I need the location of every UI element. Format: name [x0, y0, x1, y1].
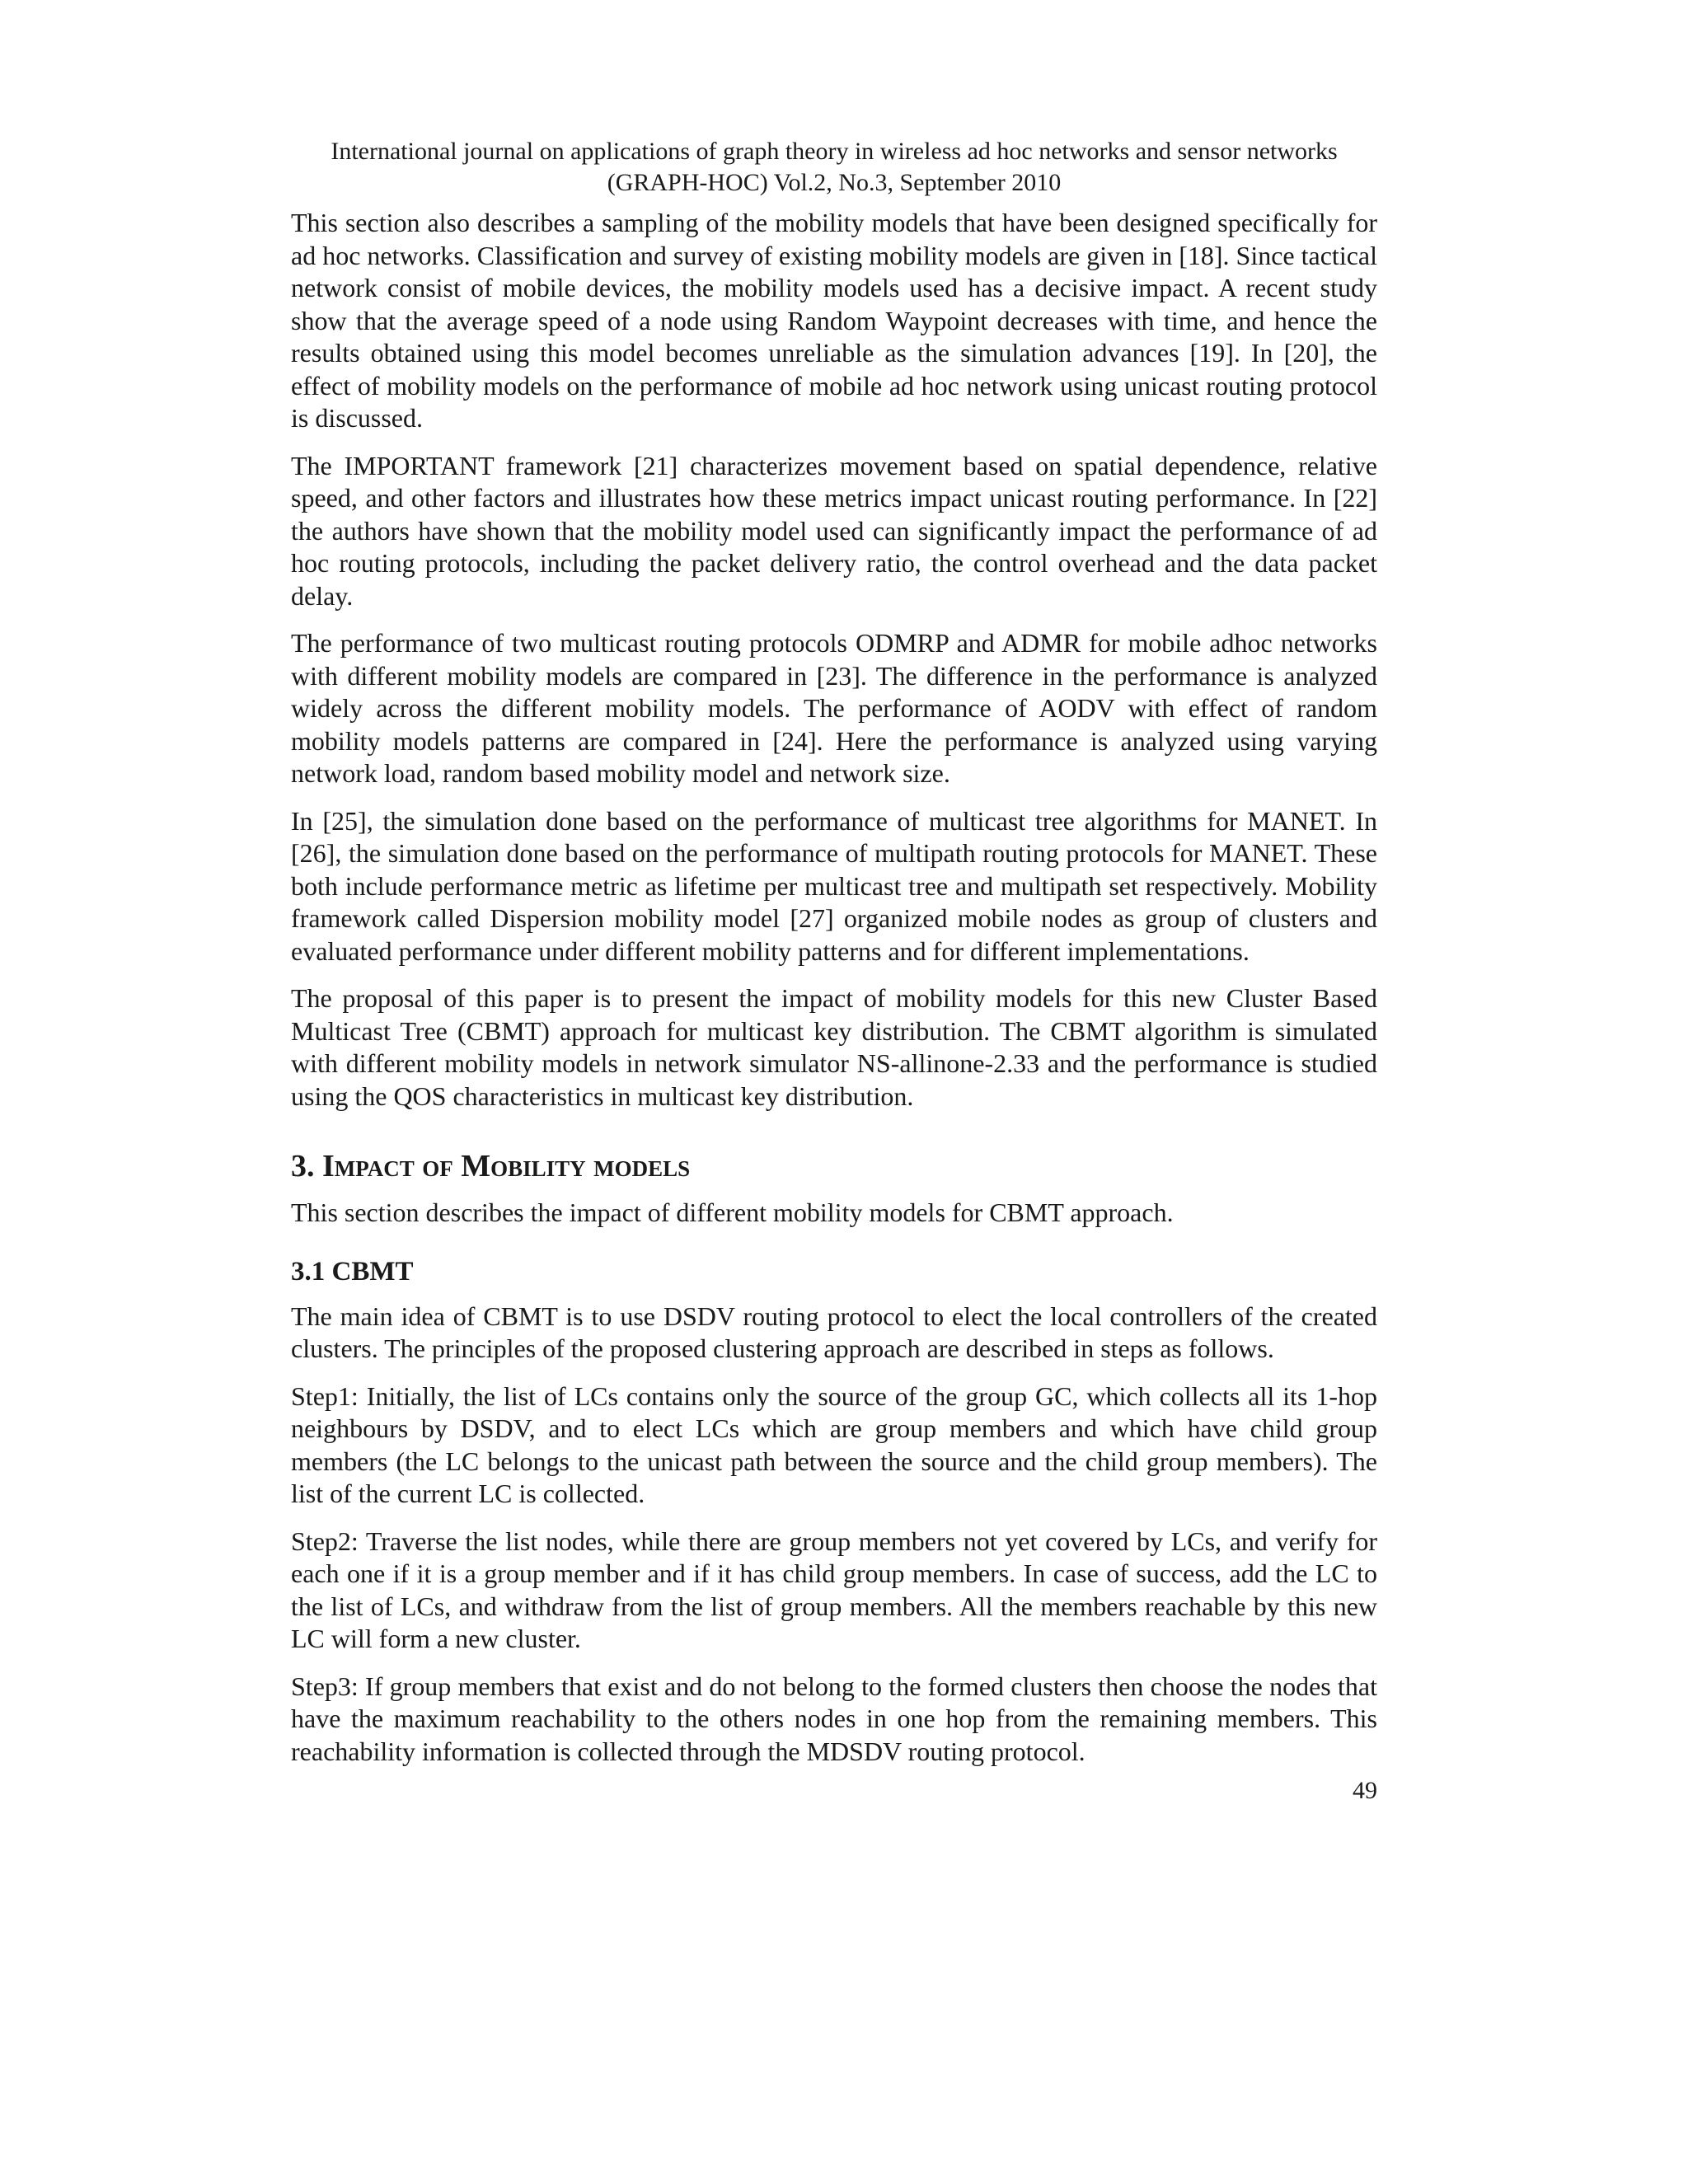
section-heading — [291, 1147, 1377, 1185]
journal-header — [291, 136, 1377, 199]
subsection-heading: 3.1 CBMT — [291, 1256, 414, 1286]
paragraph: In [25], the simulation done based on the performance of multicast tree algorithms for MANET. In [26], the simulation done based on the performance of multipath routing protocols for MANET. These both include performance metric as lifetime per multicast tree and multipath set respectively. Mobility framework called Dispersion mobility model [27] organized mobile nodes as group of clusters and evaluated performance under different mobility patterns and for different implementations. — [291, 805, 1377, 966]
section-intro: This section describes the impact of different mobility models for CBMT approach. — [291, 1197, 1174, 1227]
paragraph: The performance of two multicast routing protocols ODMRP and ADMR for mobile adhoc networks with different mobility models are compared in [23]. The difference in the performance is analyzed widely across the different mobility models. The performance of AODV with effect of random mobility models patterns are compared in [24]. Here the performance is analyzed using varying network load, random based mobility model and network size. — [291, 628, 1377, 788]
journal-header-line-1: International journal on applications of graph theory in wireless ad hoc networks and sensor networks — [331, 138, 1338, 165]
paragraph-step3: Step3: If group members that exist and do not belong to the formed clusters then choose the nodes that have the maximum reachability to the others nodes in one hop from the remaining members. This reachability information is collected through the MDSDV routing protocol. — [291, 1671, 1377, 1766]
paper-page — [291, 136, 1377, 1806]
page-number: 49 — [1353, 1777, 1377, 1804]
paragraph-step1: Step1: Initially, the list of LCs contains only the source of the group GC, which collects all its 1-hop neighbours by DSDV, and to elect LCs which are group members and which have child group members (the LC belongs to the unicast path between the source and the child group members). The list of the current LC is collected. — [291, 1380, 1377, 1508]
paragraph: The proposal of this paper is to present the impact of mobility models for this new Cluster Based Multicast Tree (CBMT) approach for multicast key distribution. The CBMT algorithm is simulated with different mobility models in network simulator NS-allinone-2.33 and the performance is studied using the QOS characteristics in multicast key distribution. — [291, 983, 1377, 1111]
section-title: Impact of Mobility models — [322, 1149, 691, 1183]
paragraph: The main idea of CBMT is to use DSDV routing protocol to elect the local controllers of the created clusters. The principles of the proposed clustering approach are described in steps as follows. — [291, 1301, 1377, 1363]
paragraph-step2: Step2: Traverse the list nodes, while there are group members not yet covered by LCs, and verify for each one if it is a group member and if it has child group members. In case of success, add the LC to the list of LCs, and withdraw from the list of group members. All the members reachable by this new LC will form a new cluster. — [291, 1526, 1377, 1653]
journal-header-line-2: (GRAPH-HOC) Vol.2, No.3, September 2010 — [607, 169, 1062, 196]
paragraph: This section also describes a sampling of the mobility models that have been designed specifically for ad hoc networks. Classification and survey of existing mobility models are given in [18]. Since tactical network consist of mobile devices, the mobility models used has a decisive impact. A recent study show that the average speed of a node using Random Waypoint decreases with time, and hence the results obtained using this model becomes unreliable as the simulation advances [19]. In [20], the effect of mobility models on the performance of mobile ad hoc network using unicast routing protocol is discussed. — [291, 208, 1377, 433]
paragraph: The IMPORTANT framework [21] characterizes movement based on spatial dependence, relative speed, and other factors and illustrates how these metrics impact unicast routing performance. In [22] the authors have shown that the mobility model used can significantly impact the performance of ad hoc routing protocols, including the packet delivery ratio, the control overhead and the data packet delay. — [291, 450, 1377, 611]
section-number: 3. — [291, 1149, 315, 1183]
